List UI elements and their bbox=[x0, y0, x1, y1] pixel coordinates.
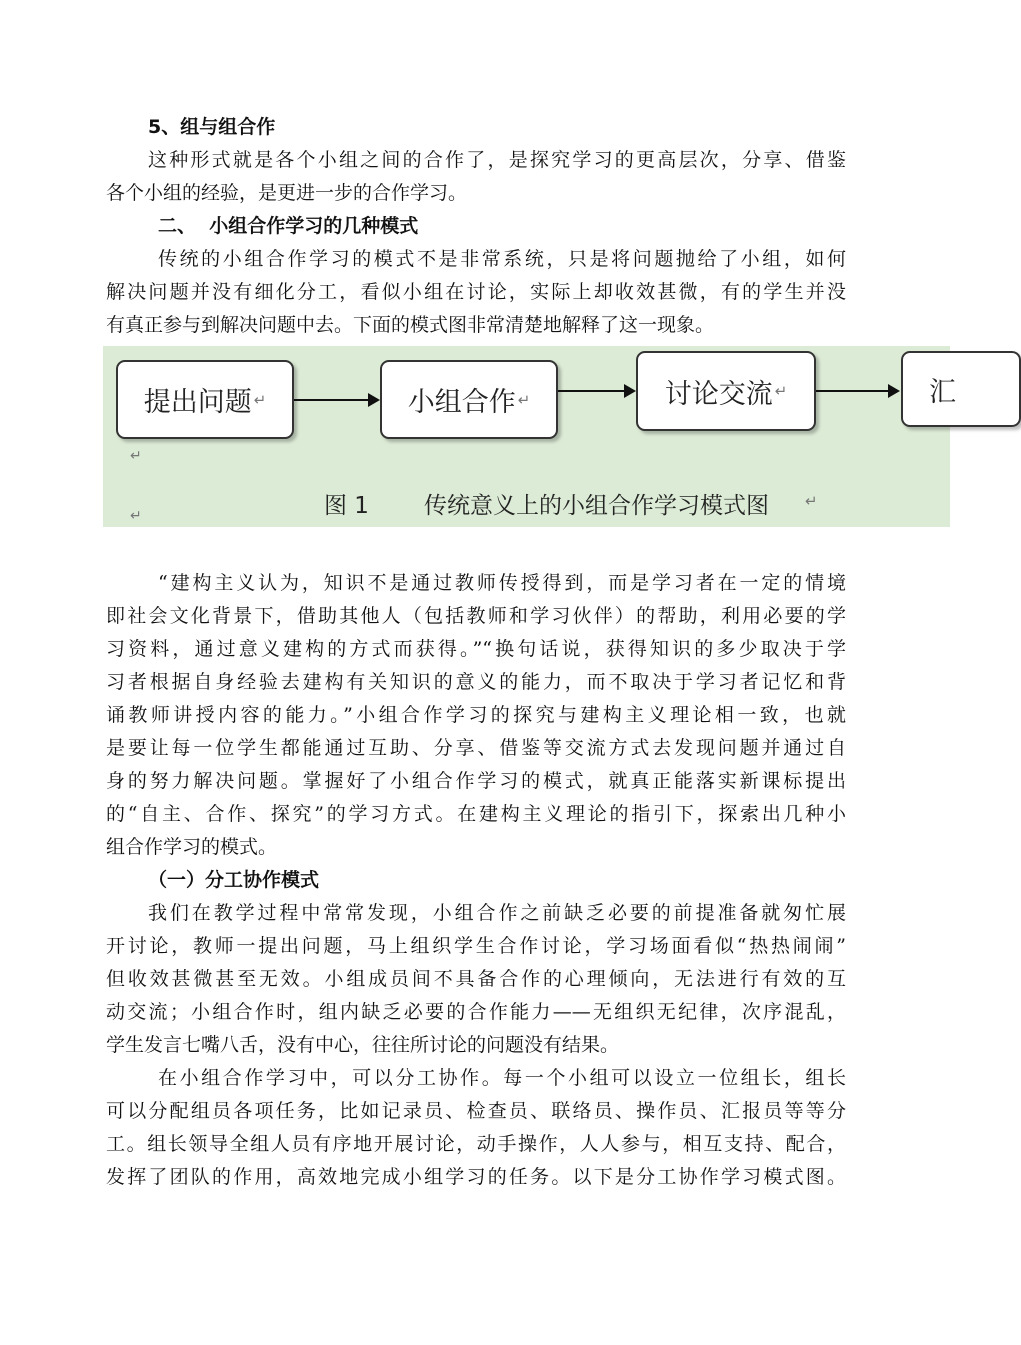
subsection-1-para2-line-4: 发挥了团队的作用，高效地完成小组学习的任务。以下是分工协作学习模式图。 bbox=[106, 1166, 846, 1188]
section-5-line-2: 各个小组的经验，是更进一步的合作学习。 bbox=[106, 182, 468, 204]
constructivism-line-3: 习资料，通过意义建构的方式而获得。”“换句话说，获得知识的多少取决于学 bbox=[106, 638, 846, 660]
figure-traditional-model bbox=[103, 346, 956, 527]
flow-step-label: 汇 bbox=[929, 376, 956, 408]
figure-caption bbox=[103, 484, 950, 524]
flow-step-label: 小组合作 bbox=[407, 387, 516, 418]
section-2-line-3: 有真正参与到解决问题中去。下面的模式图非常清楚地解释了这一现象。 bbox=[106, 314, 715, 336]
figure-number: 图 1 bbox=[324, 493, 369, 519]
constructivism-line-4: 习者根据自身经验去建构有关知识的意义的能力，而不取决于学习者记忆和背 bbox=[106, 671, 846, 693]
constructivism-line-2: 即社会文化背景下，借助其他人（包括教师和学习伙伴）的帮助，利用必要的学 bbox=[106, 605, 846, 627]
constructivism-line-7: 身的努力解决问题。掌握好了小组合作学习的模式，就真正能落实新课标提出 bbox=[106, 770, 846, 792]
flow-arrow bbox=[558, 390, 634, 392]
paragraph-mark-icon: ↵ bbox=[253, 390, 267, 409]
flow-step-group-cooperation bbox=[380, 360, 558, 439]
paragraph-mark-icon: ↵ bbox=[130, 508, 142, 524]
flow-step-report bbox=[901, 351, 1021, 427]
subsection-1-para1-line-1: 我们在教学过程中常常发现，小组合作之前缺乏必要的前提准备就匆忙展 bbox=[148, 902, 846, 924]
section-5-line-1: 这种形式就是各个小组之间的合作了，是探究学习的更高层次，分享、借鉴 bbox=[148, 149, 846, 171]
flow-step-discussion bbox=[636, 351, 816, 431]
subsection-1-para1-line-2: 开讨论，教师一提出问题，马上组织学生合作讨论，学习场面看似“热热闹闹” bbox=[106, 935, 846, 957]
subsection-1-para2-line-1: 在小组合作学习中，可以分工协作。每一个小组可以设立一位组长，组长 bbox=[158, 1067, 846, 1089]
flow-step-label: 讨论交流 bbox=[664, 378, 773, 410]
flow-step-ask-question bbox=[116, 360, 294, 439]
subsection-1-para2-line-2: 可以分配组员各项任务，比如记录员、检查员、联络员、操作员、汇报员等等分 bbox=[106, 1100, 846, 1122]
section-2-line-1: 传统的小组合作学习的模式不是非常系统，只是将问题抛给了小组，如何 bbox=[158, 248, 846, 270]
flow-step-label: 提出问题 bbox=[143, 387, 252, 418]
constructivism-line-6: 是要让每一位学生都能通过互助、分享、借鉴等交流方式去发现问题并通过自 bbox=[106, 737, 846, 759]
paragraph-mark-icon: ↵ bbox=[130, 448, 142, 464]
paragraph-mark-icon: ↵ bbox=[517, 390, 531, 409]
section-2-line-2: 解决问题并没有细化分工，看似小组在讨论，实际上却收效甚微，有的学生并没 bbox=[106, 281, 846, 303]
subsection-1-para2-line-3: 工。组长领导全组人员有序地开展讨论，动手操作，人人参与，相互支持、配合， bbox=[106, 1133, 846, 1155]
paragraph-mark-icon: ↵ bbox=[805, 492, 818, 510]
subsection-1-heading: （一）分工协作模式 bbox=[148, 869, 320, 891]
subsection-1-para1-line-5: 学生发言七嘴八舌，没有中心，往往所讨论的问题没有结果。 bbox=[106, 1034, 620, 1056]
paragraph-mark-icon: ↵ bbox=[774, 382, 788, 400]
section-5-heading: 5、组与组合作 bbox=[148, 116, 276, 138]
subsection-1-para1-line-4: 动交流；小组合作时，组内缺乏必要的合作能力——无组织无纪律，次序混乱， bbox=[106, 1001, 846, 1023]
constructivism-line-9: 组合作学习的模式。 bbox=[106, 836, 278, 858]
subsection-1-para1-line-3: 但收效甚微甚至无效。小组成员间不具备合作的心理倾向，无法进行有效的互 bbox=[106, 968, 846, 990]
flow-arrow bbox=[816, 390, 898, 392]
constructivism-line-8: 的“自主、合作、探究”的学习方式。在建构主义理论的指引下，探索出几种小 bbox=[106, 803, 846, 825]
flow-arrow bbox=[294, 399, 378, 401]
constructivism-line-1: “建构主义认为，知识不是通过教师传授得到，而是学习者在一定的情境 bbox=[158, 572, 846, 594]
figure-title: 传统意义上的小组合作学习模式图 bbox=[424, 493, 769, 519]
section-2-heading: 二、 小组合作学习的几种模式 bbox=[158, 215, 419, 237]
constructivism-line-5: 诵教师讲授内容的能力。”小组合作学习的探究与建构主义理论相一致，也就 bbox=[106, 704, 846, 726]
